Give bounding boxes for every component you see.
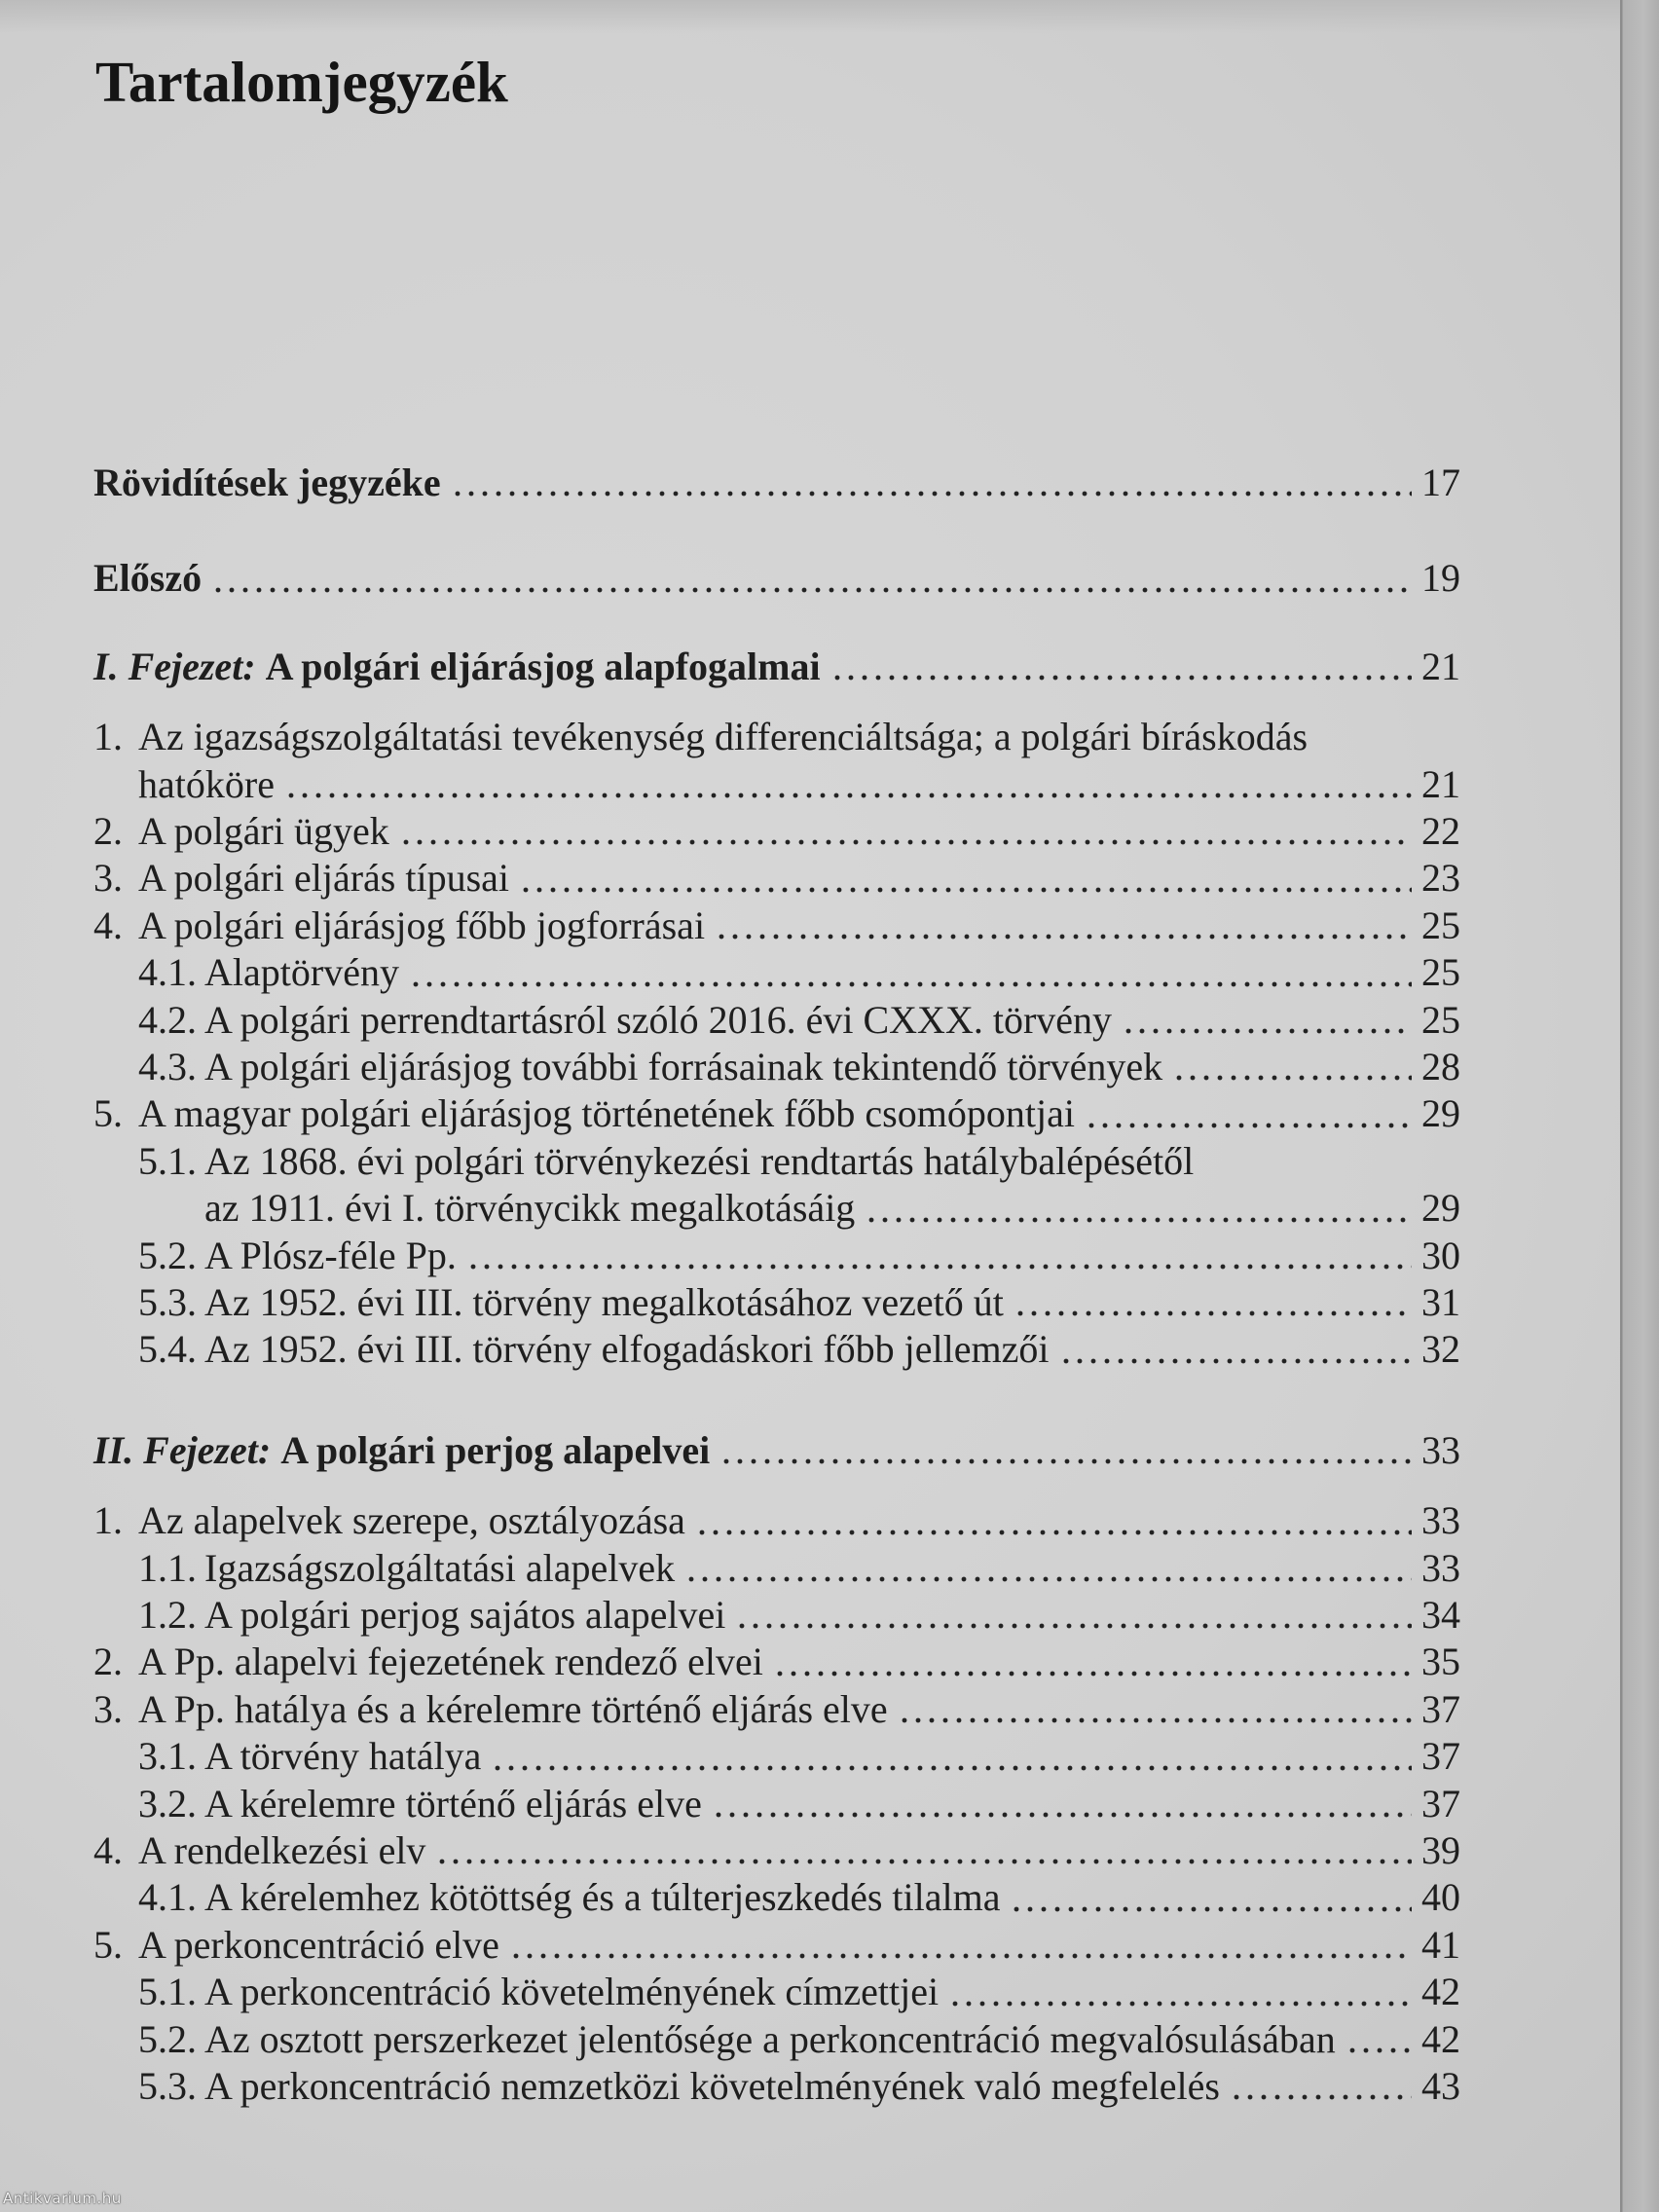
toc-entry [93,1639,1460,1685]
toc-entry-title: Az igazságszolgáltatási tevékenység differenciáltsága; a polgári bíráskodás [138,715,1309,759]
toc-page-number: 34 [1421,1593,1460,1637]
toc-entry-title: Az alapelvek szerepe, osztályozása [138,1498,685,1543]
toc-subentry [93,1044,1460,1090]
toc-entry-body [204,1545,1460,1592]
toc-entry-body [138,903,1460,949]
toc-entry-title: A rendelkezési elv [138,1828,426,1873]
toc-page-number: 22 [1421,808,1460,853]
toc-entry-line [138,1922,1460,1969]
toc-entry-body [204,1044,1460,1090]
dot-leader [211,555,1412,602]
toc-subentry [93,2016,1460,2063]
toc-entry-number: 5.1. [138,1138,197,1183]
toc-entry-body [138,855,1460,902]
dot-leader [1010,1874,1412,1921]
toc-page-number: 33 [1421,1545,1460,1590]
toc-entry-line [138,855,1460,902]
toc-page-number: 35 [1421,1640,1460,1684]
toc-entry-title: A polgári eljárásjog főbb jogforrásai [138,903,706,947]
toc-subentry [93,2063,1460,2110]
toc-page-number: 40 [1421,1875,1460,1920]
toc-entry-line [204,1874,1460,1921]
toc-entry [93,1090,1460,1137]
toc-page-number: 32 [1421,1327,1460,1372]
toc-entry-title: A törvény hatálya [204,1734,482,1779]
toc-entry-number: 1. [93,1498,123,1543]
toc-chapter-heading [93,1427,1460,1474]
dot-leader [948,1969,1412,2015]
toc-entry-body [138,1090,1460,1137]
dot-leader [1085,1090,1412,1137]
toc-entry-line [204,997,1460,1044]
toc-entry-line [138,1497,1460,1544]
toc-subentry [93,1969,1460,2015]
dot-leader [712,1781,1412,1827]
toc-entry-body [204,2016,1460,2063]
watermark: Antikvarium.hu [3,2190,122,2207]
toc-entry-body [138,1639,1460,1685]
toc-entry-number: 5.3. [138,1279,197,1324]
toc-entry-title: Alaptörvény [204,950,399,995]
toc-entry-line [204,1233,1460,1279]
toc-entry-line [204,1138,1460,1185]
dot-leader [695,1497,1412,1544]
toc-entry-body [204,1781,1460,1827]
toc-entry-title: A kérelemre történő eljárás elve [204,1781,702,1825]
toc-entry-title: Rövidítések jegyzéke [93,461,441,504]
dot-leader [519,855,1412,902]
toc-entry-number: 5. [93,1091,123,1136]
toc-page-number: 41 [1421,1922,1460,1967]
page-title: Tartalomjegyzék [95,50,508,114]
toc-entry-number: 5. [93,1922,123,1967]
toc-page-number: 37 [1421,1734,1460,1779]
toc-entry-title: A polgári perjog alapelvei [280,1427,711,1472]
toc-entry-title: A polgári eljárásjog további forrásainak tekintendő törvények [204,1044,1163,1088]
dot-leader [773,1639,1412,1685]
toc-entry-line [204,1733,1460,1780]
toc-entry-title: Az 1952. évi III. törvény megalkotásához vezető út [204,1279,1004,1324]
toc-entry [93,903,1460,949]
toc-entry-number: 4.1. [138,950,197,995]
toc-entry-body [204,1592,1460,1639]
toc-entry-title: A polgári eljárásjog alapfogalmai [265,644,821,688]
toc-subentry [93,1874,1460,1921]
toc-entry-title: A perkoncentráció követelményének címzettjei [204,1970,940,2014]
toc-page-number: 29 [1421,1091,1460,1136]
toc-entry-title: Az 1952. évi III. törvény elfogadáskori főbb jellemzői [204,1327,1050,1372]
toc-entry-line [138,1686,1460,1733]
toc-entry-title: A Plósz-féle Pp. [204,1233,457,1277]
toc-entry-number: 5.2. [138,1233,197,1277]
toc-page-number: 21 [1421,644,1460,688]
toc-entry-number: 1.2. [138,1593,197,1637]
toc-entry-body [138,1497,1460,1544]
toc-page-number: 37 [1421,1686,1460,1731]
toc-page-number: 43 [1421,2064,1460,2109]
toc-entry-body [138,714,1460,808]
dot-leader [1230,2063,1412,2110]
toc-page-number: 17 [1421,461,1460,504]
toc-entry-number: 4. [93,1828,123,1873]
toc-entry-body [204,949,1460,996]
toc-entry [93,714,1460,808]
toc-entry-title: Előszó [93,556,203,601]
toc-entry-title: Az 1868. évi polgári törvénykezési rendtartás hatálybalépésétől [204,1138,1195,1183]
toc-entry-number: 2. [93,808,123,853]
toc-entry-body [204,1279,1460,1326]
toc-page-number: 25 [1421,997,1460,1042]
toc-entry-line [204,1185,1460,1232]
toc-entry-body [204,997,1460,1044]
toc-subentry [93,1733,1460,1780]
toc-entry-title: A polgári eljárás típusai [138,856,510,901]
toc-page-number: 31 [1421,1279,1460,1324]
page-edge [1620,0,1659,2212]
toc-entry-line [204,1969,1460,2015]
toc-subentry [93,949,1460,996]
toc-page-number: 23 [1421,856,1460,901]
toc-entry-number: 1. [93,715,123,759]
toc-entry [93,1827,1460,1874]
toc-entry-title: A polgári ügyek [138,808,389,853]
table-of-contents [93,460,1460,2110]
toc-entry-title: A kérelemhez kötöttség és a túlterjeszkedés tilalma [204,1875,1001,1920]
toc-entry [93,1922,1460,1969]
toc-entry-line [204,1545,1460,1592]
dot-leader [399,808,1412,855]
toc-entry-title: A Pp. hatálya és a kérelemre történő eljárás elve [138,1686,888,1731]
toc-entry-title: hatóköre [138,761,275,806]
dot-leader [435,1827,1412,1874]
toc-page-number: 28 [1421,1044,1460,1088]
toc-entry-line [204,1326,1460,1373]
toc-entry-number: 3.2. [138,1781,197,1825]
toc-entry-line [93,1427,1460,1474]
toc-entry-title: Az osztott perszerkezet jelentősége a perkoncentráció megvalósulásában [204,2016,1336,2061]
toc-entry-title: A perkoncentráció elve [138,1922,499,1967]
toc-page-number: 37 [1421,1781,1460,1825]
toc-page-number: 21 [1421,761,1460,806]
toc-entry-body [204,1138,1460,1233]
dot-leader [509,1922,1412,1969]
toc-page-number: 42 [1421,2016,1460,2061]
toc-entry-body [204,2063,1460,2110]
toc-entry-line [138,1090,1460,1137]
dot-leader [684,1545,1412,1592]
toc-entry-number: 4.2. [138,997,197,1042]
toc-entry [93,808,1460,855]
toc-entry-title: A polgári perjog sajátos alapelvei [204,1593,726,1637]
toc-entry-title: az 1911. évi I. törvénycikk megalkotásáig [204,1186,856,1231]
toc-entry-body [204,1874,1460,1921]
toc-entry-title: A Pp. alapelvi fejezetének rendező elvei [138,1640,763,1684]
toc-entry-line [138,1827,1460,1874]
toc-entry-line [138,714,1460,760]
toc-subentry [93,1279,1460,1326]
dot-leader [1346,2016,1412,2063]
toc-page-number: 30 [1421,1233,1460,1277]
chapter-label: II. Fejezet: [93,1427,272,1472]
toc-front-entry [93,555,1460,602]
toc-page-number: 42 [1421,1970,1460,2014]
toc-entry-number: 5.1. [138,1970,197,2014]
toc-entry-line [204,1044,1460,1090]
toc-entry-number: 5.3. [138,2064,197,2109]
toc-entry-line [93,555,1460,602]
toc-entry-number: 3.1. [138,1734,197,1779]
dot-leader [284,761,1412,808]
toc-entry-title: A magyar polgári eljárásjog történetének főbb csomópontjai [138,1091,1075,1136]
dot-leader [1014,1279,1412,1326]
page-top-shadow [0,0,1659,33]
toc-entry-line [138,1639,1460,1685]
chapter-label: I. Fejezet: [93,644,256,688]
toc-entry-body [138,1922,1460,1969]
toc-entry [93,1497,1460,1544]
dot-leader [830,644,1412,690]
dot-leader [735,1592,1412,1639]
toc-entry-body [93,555,1460,602]
toc-entry-number: 1.1. [138,1545,197,1590]
dot-leader [1122,997,1412,1044]
toc-entry-body [138,1686,1460,1733]
dot-leader [1172,1044,1412,1090]
toc-page-number: 29 [1421,1186,1460,1231]
toc-entry-number: 2. [93,1640,123,1684]
toc-entry-number: 4. [93,903,123,947]
dot-leader [715,903,1412,949]
toc-page-number: 19 [1421,556,1460,601]
toc-subentry [93,1592,1460,1639]
toc-entry-body [204,1969,1460,2015]
toc-entry-title: Igazságszolgáltatási alapelvek [204,1545,676,1590]
toc-entry-body [93,460,1460,506]
toc-entry-number: 3. [93,1686,123,1731]
toc-front-entry [93,460,1460,506]
toc-entry-line [93,460,1460,506]
dot-leader [491,1733,1412,1780]
toc-subentry [93,1545,1460,1592]
toc-entry-body [93,1427,1460,1474]
dot-leader [409,949,1412,996]
toc-entry-line [204,1781,1460,1827]
toc-entry-title: A perkoncentráció nemzetközi követelményének való megfelelés [204,2064,1220,2109]
toc-subentry [93,1326,1460,1373]
dot-leader [865,1185,1412,1232]
toc-entry-number: 5.2. [138,2016,197,2061]
toc-entry-line [204,949,1460,996]
toc-subentry [93,1138,1460,1233]
toc-entry-line [138,903,1460,949]
toc-entry-number: 3. [93,856,123,901]
toc-entry-body [204,1233,1460,1279]
dot-leader [898,1686,1412,1733]
toc-entry-title: A polgári perrendtartásról szóló 2016. évi CXXX. törvény [204,997,1113,1042]
toc-entry-line [93,644,1460,690]
toc-entry-line [138,808,1460,855]
toc-page-number: 33 [1421,1427,1460,1472]
toc-entry [93,855,1460,902]
toc-entry-body [93,644,1460,690]
toc-subentry [93,1781,1460,1827]
toc-chapter-heading [93,644,1460,690]
toc-entry-number: 5.4. [138,1327,197,1372]
toc-page-number: 25 [1421,950,1460,995]
toc-entry-line [204,2016,1460,2063]
dot-leader [719,1427,1412,1474]
toc-subentry [93,1233,1460,1279]
toc-entry-line [204,1279,1460,1326]
dot-leader [451,460,1412,506]
toc-entry-number: 4.1. [138,1875,197,1920]
toc-entry-body [138,1827,1460,1874]
toc-entry-number: 4.3. [138,1044,197,1088]
toc-entry [93,1686,1460,1733]
toc-entry-body [204,1326,1460,1373]
toc-entry-body [138,808,1460,855]
toc-page-number: 39 [1421,1828,1460,1873]
toc-entry-line [204,1592,1460,1639]
toc-subentry [93,997,1460,1044]
toc-page-number: 33 [1421,1498,1460,1543]
dot-leader [1059,1326,1413,1373]
toc-entry-line [204,2063,1460,2110]
dot-leader [466,1233,1412,1279]
toc-entry-body [204,1733,1460,1780]
toc-page-number: 25 [1421,903,1460,947]
toc-entry-line [138,761,1460,808]
